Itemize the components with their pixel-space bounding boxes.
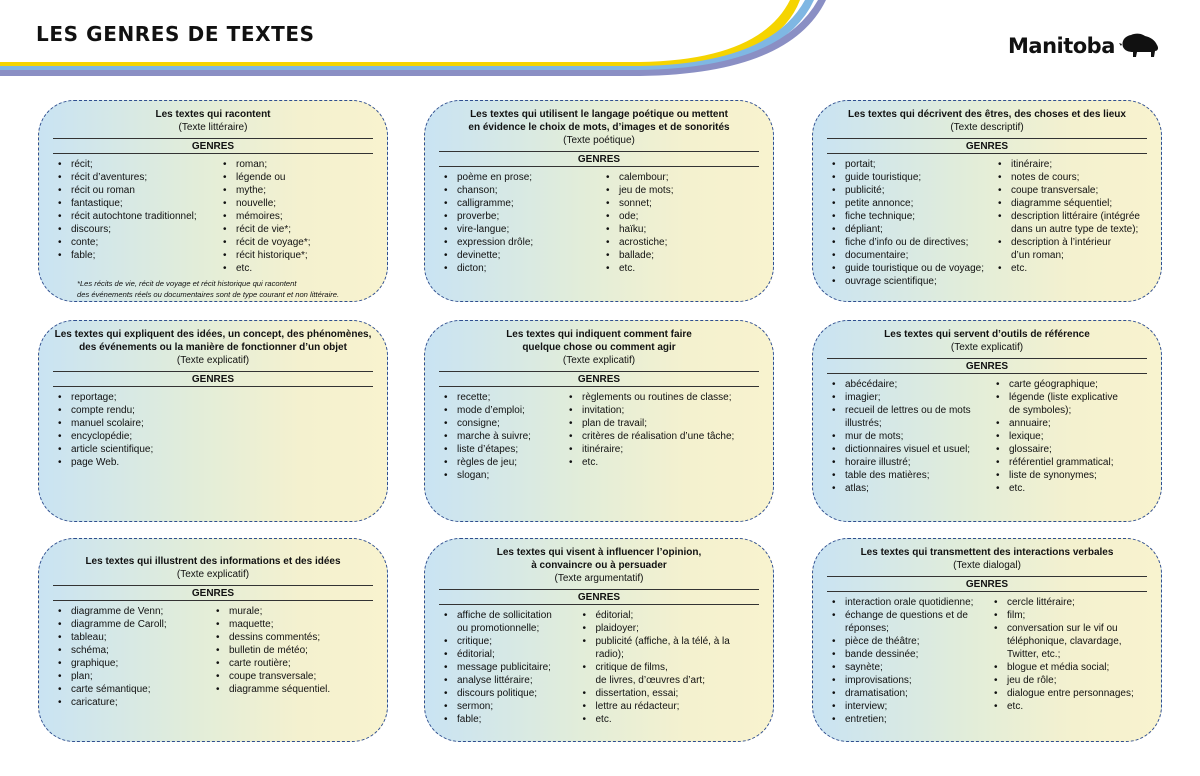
list-item: • mémoires;: [218, 210, 311, 223]
manitoba-logo: [1008, 28, 1161, 64]
list-item: • manuel scolaire;: [53, 417, 153, 430]
list-item: • maquette;: [211, 618, 330, 631]
list-item: • cercle littéraire;: [989, 596, 1134, 609]
list-item: • tableau;: [53, 631, 211, 644]
card-subtitle: (Texte poétique): [563, 135, 635, 146]
list-item: • portait;: [827, 158, 993, 171]
list-item: • carte géographique;: [991, 378, 1118, 391]
list-item: • conversation sur le vif ou téléphonique, clavardage, Twitter, etc.;: [989, 622, 1134, 661]
list-item: • petite annonce;: [827, 197, 993, 210]
list-item: • critique de films, de livres, d’œuvres d’art;: [578, 661, 760, 687]
list-item: • blogue et média social;: [989, 661, 1134, 674]
list-item: • publicité;: [827, 184, 993, 197]
list-item: • légende ou: [218, 171, 311, 184]
card-title: Les textes qui indiquent comment faire quelque chose ou comment agir: [506, 329, 692, 353]
list-item: • invitation;: [564, 404, 734, 417]
list-item: • récit de vie*;: [218, 223, 311, 236]
list-item: • reportage;: [53, 391, 153, 404]
list-item: • ballade;: [601, 249, 673, 262]
list-item: • dialogue entre personnages;: [989, 687, 1134, 700]
card-poetique: [424, 100, 774, 302]
list-item: • itinéraire;: [564, 443, 734, 456]
list-item: • jeu de rôle;: [989, 674, 1134, 687]
list-item: • sermon;: [439, 700, 578, 713]
genres-label: GENRES: [53, 585, 373, 601]
list-item: • dissertation, essai;: [578, 687, 760, 700]
list-item: • bulletin de météo;: [211, 644, 330, 657]
card-illustrent: [38, 538, 388, 742]
list-item: • film;: [989, 609, 1134, 622]
list-item: • éditorial;: [578, 609, 760, 622]
list-item: • règlements ou routines de classe;: [564, 391, 734, 404]
list-item: • fiche technique;: [827, 210, 993, 223]
genres-list-left: [53, 605, 211, 709]
genres-list-right: [578, 609, 760, 726]
footnote: *Les récits de vie, récit de voyage et récit historique qui racontent des événements réels ou documentaires sont de type courant et non littéraire.: [77, 279, 340, 299]
list-item: • improvisations;: [827, 674, 989, 687]
list-item: • jeu de mots;: [601, 184, 673, 197]
list-item: • etc.: [218, 262, 311, 275]
list-item: • murale;: [211, 605, 330, 618]
list-item: • ouvrage scientifique;: [827, 275, 993, 288]
genres-label: GENRES: [439, 151, 759, 167]
genres-label: GENRES: [53, 138, 373, 154]
list-item: • recette;: [439, 391, 564, 404]
list-item: • poème en prose;: [439, 171, 601, 184]
list-item: • etc.: [564, 456, 734, 469]
list-item: • discours;: [53, 223, 218, 236]
card-title: Les textes qui transmettent des interactions verbales: [860, 547, 1114, 558]
card-title: Les textes qui servent d’outils de référence: [884, 329, 1090, 340]
list-item: • critique;: [439, 635, 578, 648]
card-title: Les textes qui expliquent des idées, un concept, des phénomènes, des événements ou la manière de fonctionner d’un objet: [54, 329, 372, 353]
list-item: • légende (liste explicative de symboles);: [991, 391, 1118, 417]
genres-label: GENRES: [827, 576, 1147, 592]
genres-list-left: [53, 158, 218, 275]
list-item: • marche à suivre;: [439, 430, 564, 443]
list-item: • récit historique*;: [218, 249, 311, 262]
list-item: • lettre au rédacteur;: [578, 700, 760, 713]
list-item: • etc.: [993, 262, 1140, 275]
list-item: • pièce de théâtre;: [827, 635, 989, 648]
list-item: • mythe;: [218, 184, 311, 197]
list-item: • atlas;: [827, 482, 991, 495]
card-argumentatif: [424, 538, 774, 742]
list-item: • etc.: [578, 713, 760, 726]
list-item: • analyse littéraire;: [439, 674, 578, 687]
list-item: • calembour;: [601, 171, 673, 184]
list-item: • notes de cours;: [993, 171, 1140, 184]
list-item: • slogan;: [439, 469, 564, 482]
genres-label: GENRES: [439, 589, 759, 605]
list-item: • éditorial;: [439, 648, 578, 661]
list-item: • publicité (affiche, à la télé, à la radio);: [578, 635, 760, 661]
list-item: • récit d’aventures;: [53, 171, 218, 184]
list-item: • ode;: [601, 210, 673, 223]
list-item: • mur de mots;: [827, 430, 991, 443]
list-item: • recueil de lettres ou de mots illustrés;: [827, 404, 991, 430]
card-title: Les textes qui décrivent des êtres, des choses et des lieux: [848, 109, 1126, 120]
list-item: • récit autochtone traditionnel;: [53, 210, 218, 223]
list-item: • schéma;: [53, 644, 211, 657]
genres-list-left: [439, 609, 578, 726]
list-item: • horaire illustré;: [827, 456, 991, 469]
card-subtitle: (Texte argumentatif): [554, 573, 644, 584]
list-item: • carte sémantique;: [53, 683, 211, 696]
list-item: • référentiel grammatical;: [991, 456, 1118, 469]
card-title: Les textes qui illustrent des informations et des idées: [85, 556, 341, 567]
list-item: • description littéraire (intégrée dans un autre type de texte);: [993, 210, 1140, 236]
list-item: • interaction orale quotidienne;: [827, 596, 989, 609]
list-item: • annuaire;: [991, 417, 1118, 430]
list-item: • calligramme;: [439, 197, 601, 210]
list-item: • interview;: [827, 700, 989, 713]
list-item: • coupe transversale;: [993, 184, 1140, 197]
genres-list-right: [601, 171, 673, 275]
list-item: • récit de voyage*;: [218, 236, 311, 249]
card-expliquent: [38, 320, 388, 522]
list-item: • dictionnaires visuel et usuel;: [827, 443, 991, 456]
list-item: • liste d’étapes;: [439, 443, 564, 456]
list-item: • affiche de sollicitation ou promotionnelle;: [439, 609, 578, 635]
list-item: • échange de questions et de réponses;: [827, 609, 989, 635]
list-item: • vire-langue;: [439, 223, 601, 236]
card-dialogal: [812, 538, 1162, 742]
page-title: LES GENRES DE TEXTES: [36, 22, 315, 46]
list-item: • etc.: [601, 262, 673, 275]
list-item: • entretien;: [827, 713, 989, 726]
list-item: • diagramme de Venn;: [53, 605, 211, 618]
genres-list-left: [53, 391, 153, 469]
list-item: • message publicitaire;: [439, 661, 578, 674]
list-item: • imagier;: [827, 391, 991, 404]
list-item: • acrostiche;: [601, 236, 673, 249]
list-item: • nouvelle;: [218, 197, 311, 210]
list-item: • glossaire;: [991, 443, 1118, 456]
list-item: • carte routière;: [211, 657, 330, 670]
card-subtitle: (Texte descriptif): [950, 122, 1024, 133]
list-item: • proverbe;: [439, 210, 601, 223]
list-item: • caricature;: [53, 696, 211, 709]
logo-text: Manitoba: [1008, 34, 1115, 58]
genres-list-left: [439, 391, 564, 482]
list-item: • haïku;: [601, 223, 673, 236]
card-descriptif: [812, 100, 1162, 302]
list-item: • conte;: [53, 236, 218, 249]
list-item: • dépliant;: [827, 223, 993, 236]
list-item: • coupe transversale;: [211, 670, 330, 683]
list-item: • dramatisation;: [827, 687, 989, 700]
list-item: • abécédaire;: [827, 378, 991, 391]
list-item: • règles de jeu;: [439, 456, 564, 469]
genres-list-left: [439, 171, 601, 275]
list-item: • diagramme séquentiel.: [211, 683, 330, 696]
list-item: • chanson;: [439, 184, 601, 197]
list-item: • devinette;: [439, 249, 601, 262]
list-item: • table des matières;: [827, 469, 991, 482]
genres-list-right: [564, 391, 734, 482]
list-item: • fantastique;: [53, 197, 218, 210]
genres-list-left: [827, 596, 989, 726]
card-title: Les textes qui racontent: [155, 109, 271, 120]
list-item: • roman;: [218, 158, 311, 171]
list-item: • fable;: [53, 249, 218, 262]
list-item: • récit ou roman: [53, 184, 218, 197]
card-title: Les textes qui visent à influencer l’opinion, à convaincre ou à persuader: [496, 547, 702, 571]
list-item: • plan de travail;: [564, 417, 734, 430]
genres-label: GENRES: [827, 138, 1147, 154]
list-item: • liste de synonymes;: [991, 469, 1118, 482]
list-item: • compte rendu;: [53, 404, 153, 417]
genres-list-right: [993, 158, 1140, 288]
genres-list-right: [218, 158, 311, 275]
genres-label: GENRES: [53, 371, 373, 387]
card-indiquent: [424, 320, 774, 522]
list-item: • mode d’emploi;: [439, 404, 564, 417]
card-subtitle: (Texte explicatif): [562, 355, 636, 366]
list-item: • récit;: [53, 158, 218, 171]
card-title: Les textes qui utilisent le langage poétique ou mettent en évidence le choix de mots, d’images et de sonorités: [468, 109, 730, 133]
list-item: • consigne;: [439, 417, 564, 430]
genres-list-right: [211, 605, 330, 709]
list-item: • diagramme de Caroll;: [53, 618, 211, 631]
list-item: • dicton;: [439, 262, 601, 275]
card-reference: [812, 320, 1162, 522]
card-recit: [38, 100, 388, 302]
list-item: • discours politique;: [439, 687, 578, 700]
card-subtitle: (Texte explicatif): [176, 569, 250, 580]
list-item: • article scientifique;: [53, 443, 153, 456]
bison-icon: [1117, 31, 1161, 61]
card-subtitle: (Texte explicatif): [950, 342, 1024, 353]
list-item: • lexique;: [991, 430, 1118, 443]
list-item: • page Web.: [53, 456, 153, 469]
list-item: • etc.: [989, 700, 1134, 713]
list-item: • description à l’intérieur d’un roman;: [993, 236, 1140, 262]
genres-list-right: [989, 596, 1134, 726]
list-item: • documentaire;: [827, 249, 993, 262]
list-item: • critères de réalisation d’une tâche;: [564, 430, 734, 443]
list-item: • itinéraire;: [993, 158, 1140, 171]
list-item: • guide touristique ou de voyage;: [827, 262, 993, 275]
list-item: • diagramme séquentiel;: [993, 197, 1140, 210]
list-item: • bande dessinée;: [827, 648, 989, 661]
genres-list-right: [991, 378, 1118, 495]
list-item: • encyclopédie;: [53, 430, 153, 443]
list-item: • etc.: [991, 482, 1118, 495]
list-item: • fable;: [439, 713, 578, 726]
list-item: • sonnet;: [601, 197, 673, 210]
list-item: • plan;: [53, 670, 211, 683]
genres-list-left: [827, 158, 993, 288]
card-subtitle: (Texte explicatif): [176, 355, 250, 366]
genres-label: GENRES: [439, 371, 759, 387]
list-item: • saynète;: [827, 661, 989, 674]
list-item: • graphique;: [53, 657, 211, 670]
list-item: • fiche d’info ou de directives;: [827, 236, 993, 249]
genres-list-left: [827, 378, 991, 495]
list-item: • guide touristique;: [827, 171, 993, 184]
genres-label: GENRES: [827, 358, 1147, 374]
list-item: • plaidoyer;: [578, 622, 760, 635]
list-item: • dessins commentés;: [211, 631, 330, 644]
card-subtitle: (Texte littéraire): [178, 122, 248, 133]
card-subtitle: (Texte dialogal): [953, 560, 1021, 571]
list-item: • expression drôle;: [439, 236, 601, 249]
